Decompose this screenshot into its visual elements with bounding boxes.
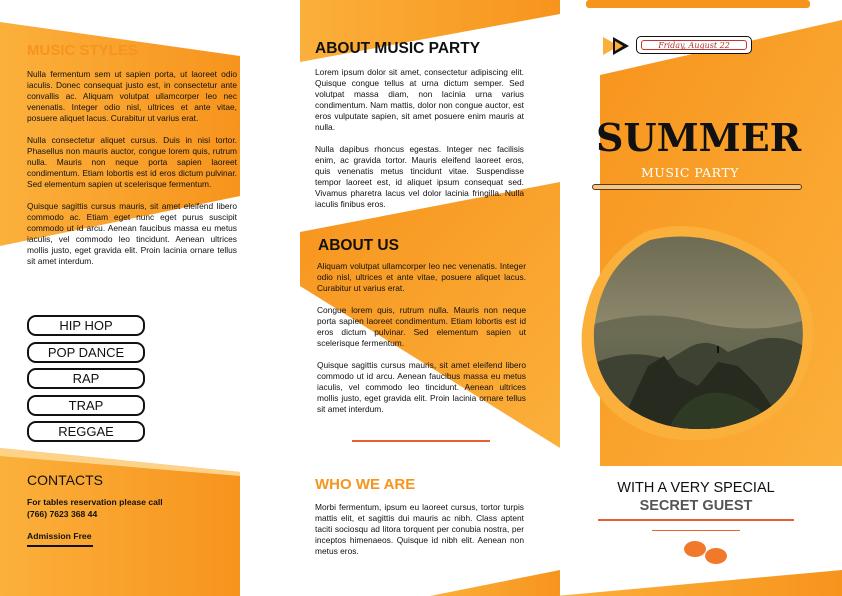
shape-right-top-bar bbox=[586, 0, 810, 8]
shape-mid-bottom bbox=[430, 570, 560, 596]
left-paragraph-3: Quisque sagittis cursus mauris, sit amet eleifend libero commodo ac. Etiam eget nunc eget purus suscipit commodo ut id arcu. Aenean faucibus massa eu metus iaculis, vel commodo leo tincidunt. Aenean ultrices mollis justo, eget gravida elit. Proin lacinia ornare tellus sit amet interdum. bbox=[27, 201, 237, 266]
about-party-paragraph-2: Nulla dapibus rhoncus egestas. Integer nec facilisis enim, ac gravida tortor. Mauris eleifend laoreet eros, quis venenatis metus tincidunt vitae. Suspendisse tempor laoreet est, id aliquet ipsum consequat sed. Vivamus pharetra lacus vel dolor lacinia fringilla. Nulla iaculis finibus eros. bbox=[315, 144, 524, 209]
about-party-text bbox=[315, 67, 524, 210]
style-pill-trap: TRAP bbox=[27, 395, 145, 416]
about-us-title: ABOUT US bbox=[318, 237, 399, 254]
about-us-paragraph-2: Congue lorem quis, rutrum nulla. Mauris non neque porta sapien laoreet condimentum. Etiam lobortis est id eros dictum pulvinar. Sed elementum sapien ut scelerisque fermentum. bbox=[317, 305, 526, 348]
style-pill-pop-dance: POP DANCE bbox=[27, 342, 145, 363]
about-party-paragraph-1: Lorem ipsum dolor sit amet, consectetur adipiscing elit. Quisque congue tellus at urna dictum semper. Sed volutpat massa diam, non lacinia urna varius condimentum. Nam mattis, dolor non congue auctor, est eros vulputate sapien, sit amet posuere enim mauris at nulla. bbox=[315, 67, 524, 132]
about-us-paragraph-1: Aliquam volutpat ullamcorper leo nec venenatis. Integer odio nisl, ultrices et ante vitae, posuere aliquet lacus. Curabitur ut varius erat. bbox=[317, 261, 526, 293]
title-underline-bar bbox=[592, 184, 802, 190]
left-paragraph-1: Nulla fermentum sem ut sapien porta, ut laoreet odio iaculis. Donec consequat justo est, in consectetur ante convallis ac. Aliquam volutpat ullamcorper leo nec venenatis. Integer odio nisl, ultrices et ante vitae, posuere aliquet lacus. Curabitur ut varius erat. bbox=[27, 69, 237, 123]
special-guest-line2: SECRET GUEST bbox=[639, 498, 753, 514]
contacts-reservation: For tables reservation please call bbox=[27, 497, 163, 507]
who-we-are-title: WHO WE ARE bbox=[315, 476, 416, 493]
left-text-block bbox=[27, 69, 237, 267]
contacts-phone: (766) 7623 368 44 bbox=[27, 509, 98, 519]
special-guest-line1: WITH A VERY SPECIAL bbox=[617, 480, 775, 496]
date-badge bbox=[636, 36, 752, 54]
contacts-title: CONTACTS bbox=[27, 472, 103, 488]
who-we-are-paragraph: Morbi fermentum, ipsum eu laoreet cursus, tortor turpis mattis elit, et sagittis dui mauris ac nibh. Class aptent taciti sociosqu ad litora torquent per conubia nostra, per inceptos himenaeos. Quisque id nibh elit. Aenean non metus eros. bbox=[315, 502, 524, 556]
middle-divider bbox=[352, 440, 490, 442]
summer-title: SUMMER bbox=[596, 115, 802, 160]
about-us-text bbox=[317, 261, 526, 415]
music-styles-title: MUSIC STYLES bbox=[27, 42, 138, 59]
decorative-dots-icon bbox=[682, 539, 730, 567]
shape-right-bottom bbox=[556, 570, 842, 596]
about-music-party-title: ABOUT MUSIC PARTY bbox=[315, 40, 481, 57]
style-pill-reggae: REGGAE bbox=[27, 421, 145, 442]
admission-underline bbox=[27, 545, 93, 547]
left-paragraph-2: Nulla consectetur aliquet cursus. Duis in nisi tortor. Phasellus non mauris auctor, congue lorem quis, rutrum nulla. Mauris non neque porta sapien laoreet condimentum. Etiam lobortis est id eros dictum pulvinar. Sed elementum sapien ut scelerisque fermentum. bbox=[27, 135, 237, 189]
mountain-photo bbox=[588, 236, 816, 430]
special-guest-divider bbox=[598, 519, 794, 521]
date-text: Friday, August 22 bbox=[641, 40, 747, 50]
style-pill-rap: RAP bbox=[27, 368, 145, 389]
special-guest-divider-thin bbox=[652, 530, 740, 531]
who-we-are-text bbox=[315, 502, 524, 557]
about-us-paragraph-3: Quisque sagittis cursus mauris, sit amet eleifend libero commodo ut id arcu. Aenean faucibus massa eu metus iaculis, vel commodo leo tincidunt. Aenean ultrices mollis justo, eget gravida elit. Proin lacinia ornare tellus sit amet interdum. bbox=[317, 360, 526, 414]
music-party-subtitle: MUSIC PARTY bbox=[641, 165, 739, 180]
play-arrow-icon bbox=[603, 37, 633, 55]
admission-free: Admission Free bbox=[27, 531, 92, 541]
style-pill-hip-hop: HIP HOP bbox=[27, 315, 145, 336]
